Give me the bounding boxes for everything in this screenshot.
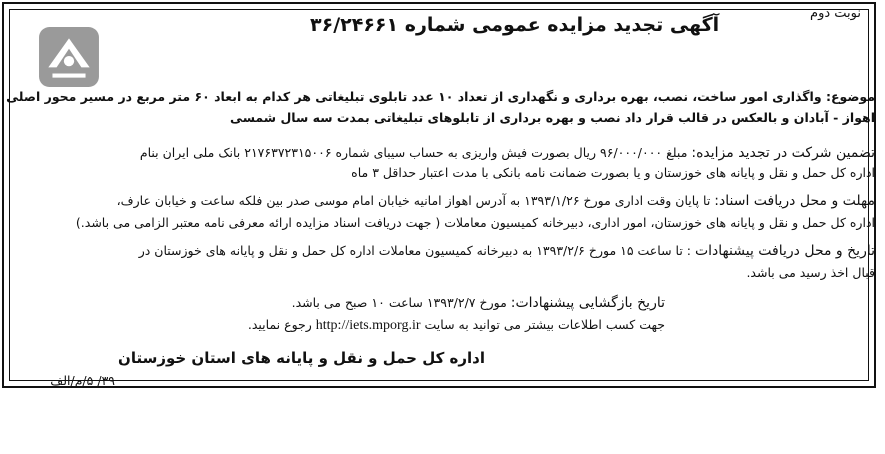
opening-text: مورخ ۱۳۹۳/۲/۷ ساعت ۱۰ صبح می باشد. [291,295,511,310]
organization-logo-icon [38,26,100,88]
deadline-label: مهلت و محل دریافت اسناد: [714,193,875,209]
offers-label: تاریخ و محل دریافت پیشنهادات [694,243,875,259]
notice-code: ۳۹/ ۵/م/الف [50,373,115,388]
documents-deadline-section [76,190,875,233]
guarantee-label: تضمین شرکت در تجدید مزایده: [691,145,875,161]
guarantee-section [140,143,875,183]
subject-line: اهواز - آبادان و بالعکس در قالب قرار داد نصب و بهره برداری از تابلوهای تبلیغاتی بمدت سه سال شمسی [230,110,875,125]
offers-text-2: قبال اخذ رسید می باشد. [746,265,875,280]
deadline-text-2: اداره کل حمل و نقل و پایانه های خوزستان، امور اداری، دبیرخانه کمیسیون معاملات ( جهت دریافت اسناد مزایده ارائه معرفی نامه معتبر الزامی می باشد.) [75,215,875,230]
subject-section [6,86,875,128]
guarantee-text-2: اداره کل حمل و نقل و پایانه های خوزستان و یا بصورت ضمانت نامه بانکی با مدت اعتبار حداقل ۳ ماه [351,165,875,180]
offers-section [139,240,875,283]
opening-label: تاریخ بازگشایی پیشنهادات: [510,295,665,311]
round-badge: نوبت دوم [810,6,861,21]
guarantee-text: مبلغ ۹۶/۰۰۰/۰۰۰ ریال بصورت فیش واریزی به حساب سیبای شماره ۲۱۷۶۳۷۲۳۱۵۰۰۶ بانک ملی ایران بنام [139,145,692,160]
offers-text: : تا ساعت ۱۵ مورخ ۱۳۹۳/۲/۶ به دبیرخانه کمیسیون معاملات اداره کل حمل و نقل و پایانه های خوزستان در [138,243,695,258]
notice-title: آگهی تجدید مزایده عمومی شماره ۳۶/۲۴۶۶۱ [310,14,720,36]
opening-info-tail: رجوع نمایید. [247,317,316,332]
organization-name: اداره کل حمل و نقل و پایانه های استان خوزستان [118,349,485,367]
opening-section [248,292,665,336]
subject-line: موضوع: واگذاری امور ساخت، نصب، بهره برداری و نگهداری از تعداد ۱۰ عدد تابلوی تبلیغاتی هر کدام به ابعاد ۶۰ متر مربع در مسیر محور اصلی [6,89,875,104]
website-link[interactable]: http://iets.mporg.ir [315,318,421,333]
opening-info-text: جهت کسب اطلاعات بیشتر می توانید به سایت [420,317,665,332]
deadline-text: تا پایان وقت اداری مورخ ۱۳۹۳/۱/۲۶ به آدرس اهواز امانیه خیابان امام موسی صدر بین فلکه ساعت و خیابان عارف، [116,193,715,208]
